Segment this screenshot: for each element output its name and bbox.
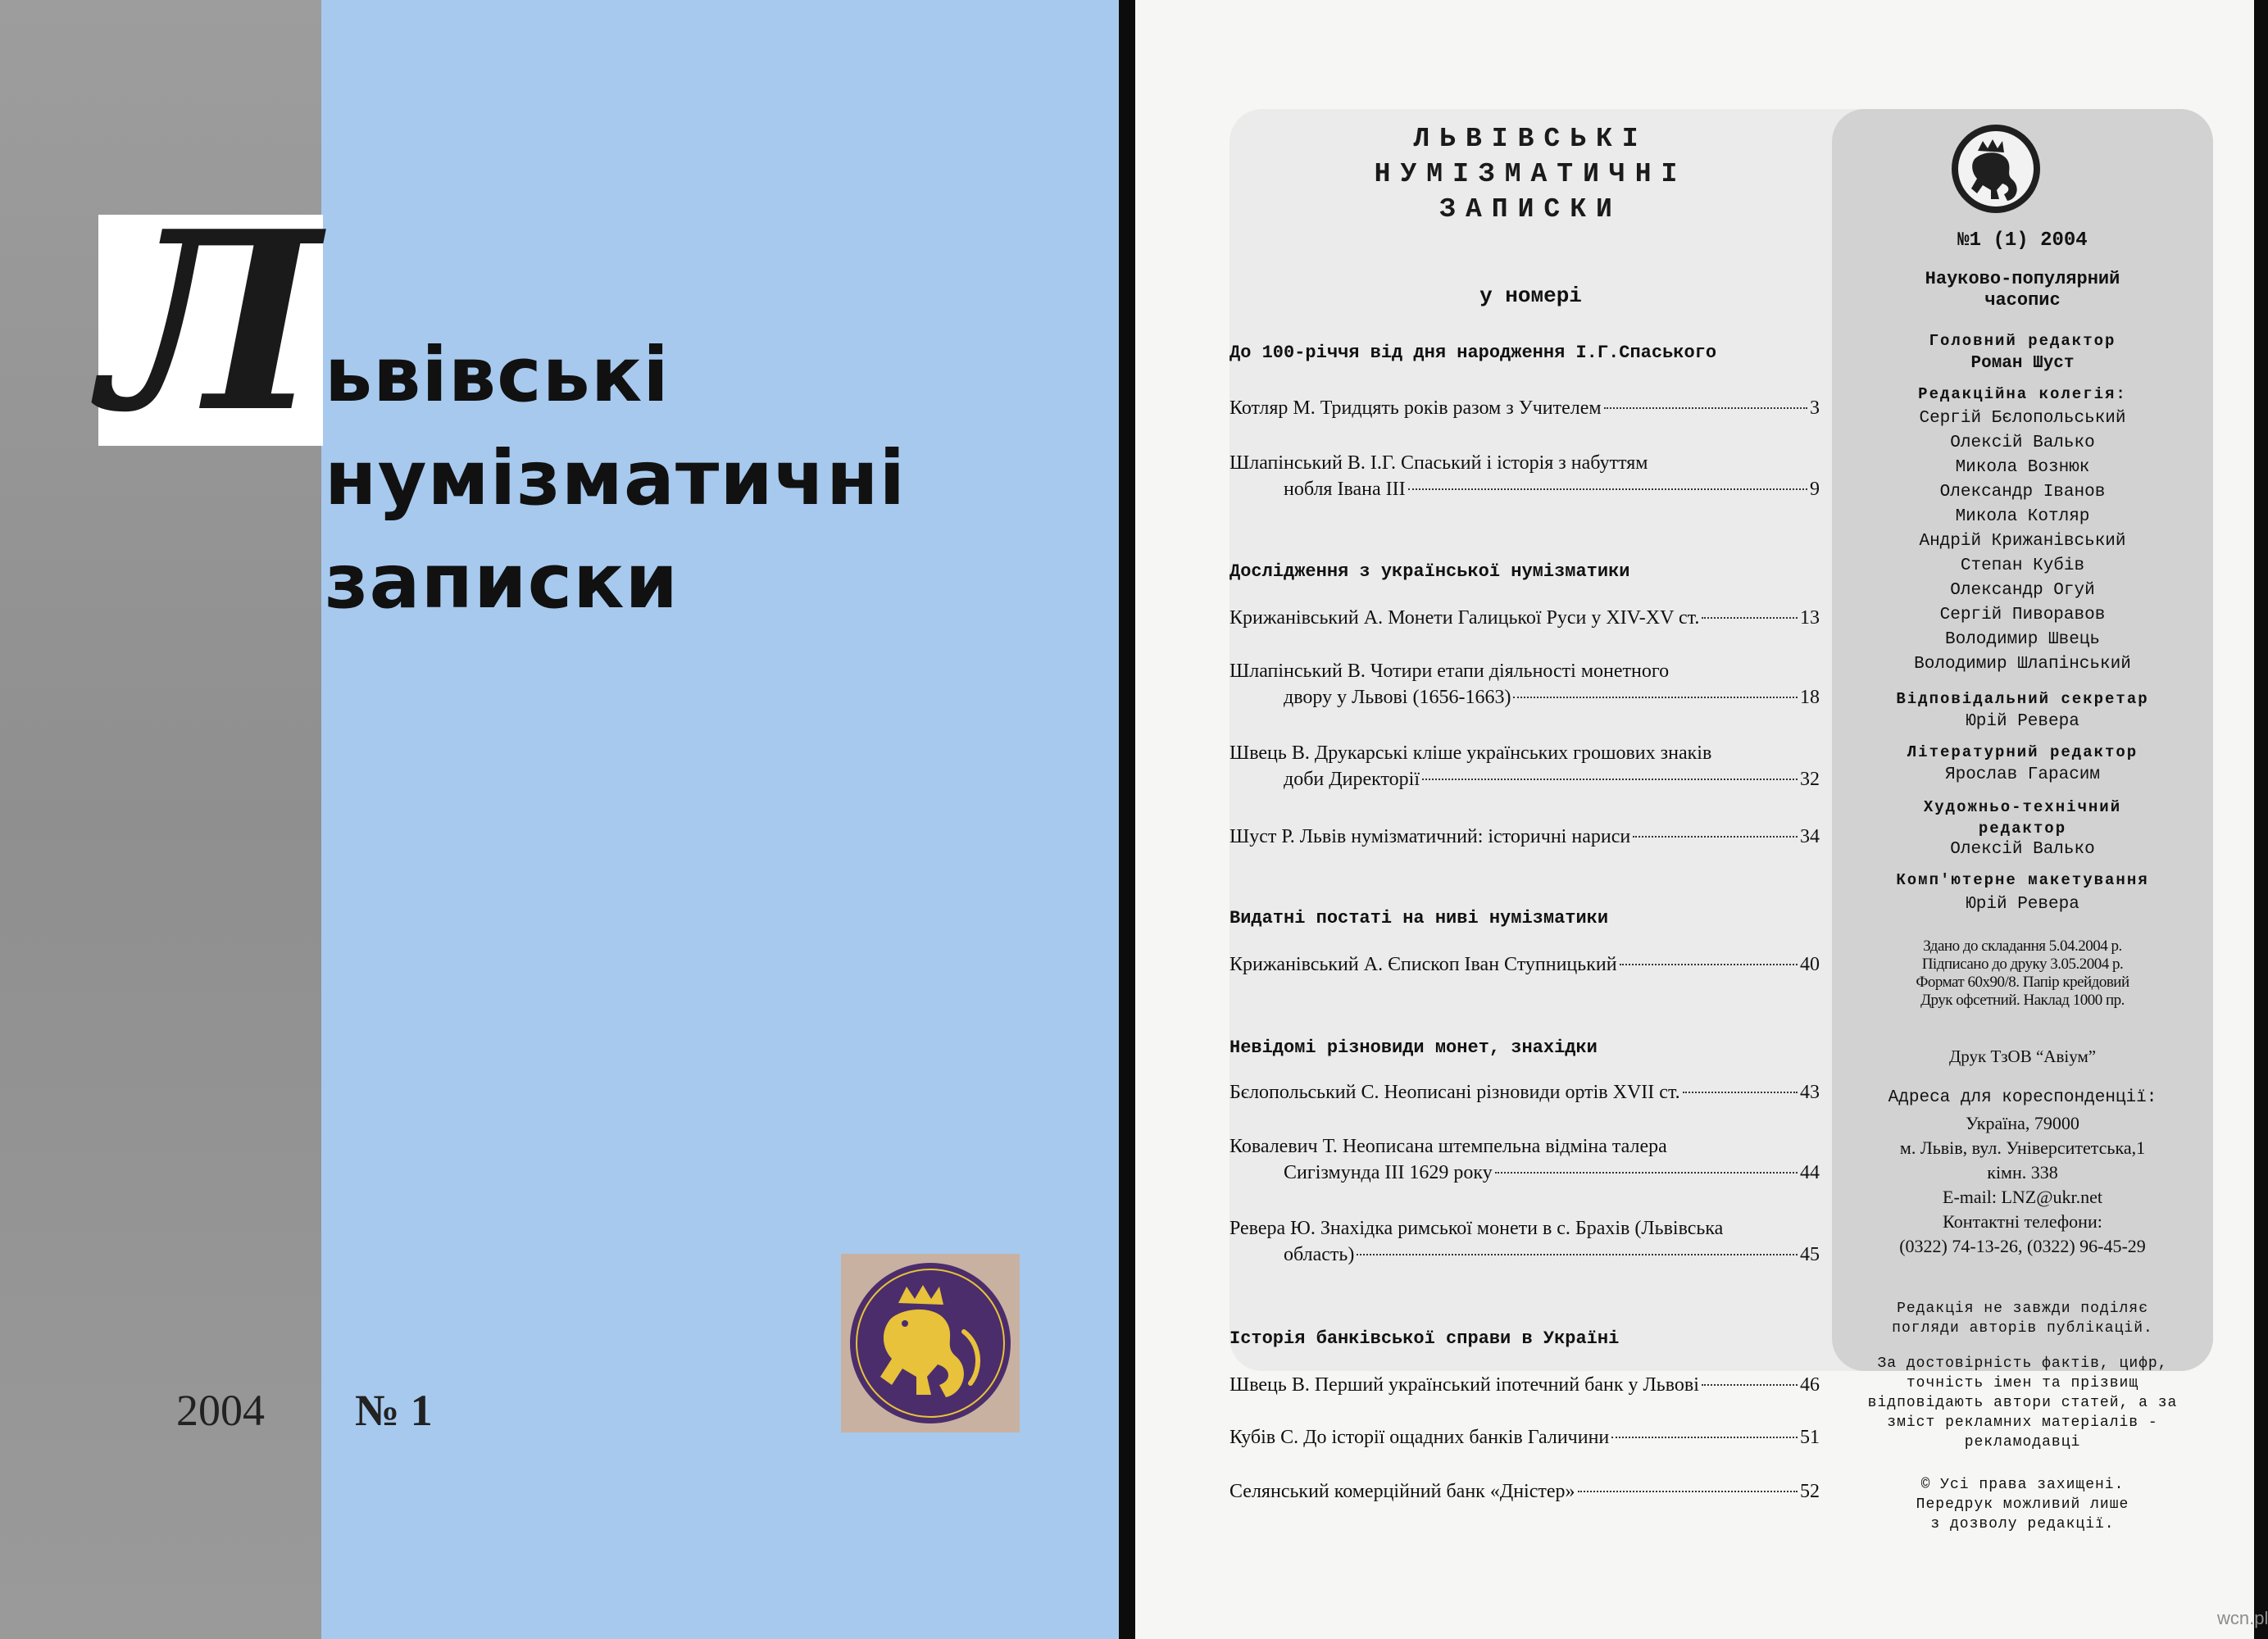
imprint-art: Олексій Валько <box>1950 840 2095 859</box>
print-detail-line: Здано до складання 5.04.2004 р. <box>1923 938 2122 955</box>
imprint-print-details <box>1832 938 2213 1010</box>
board-member: Олександр Огуй <box>1950 581 2095 600</box>
watermark: wcn.pl <box>2217 1608 2268 1628</box>
print-detail-line: Друк офсетний. Наклад 1000 пр. <box>1920 992 2125 1009</box>
toc-entry-text: Сигізмунда ІІІ 1629 року <box>1284 1162 1493 1183</box>
address-line: кімн. 338 <box>1987 1162 2058 1183</box>
imprint-chief-label: Головний редактор <box>1929 332 2116 350</box>
toc-page-number: 34 <box>1800 826 1820 847</box>
masthead-line: ЛЬВІВСЬКІ <box>1413 124 1648 154</box>
address-line: Україна, 79000 <box>1966 1113 2079 1133</box>
toc-page-number: 44 <box>1800 1162 1820 1183</box>
board-member: Сергій Бєлопольський <box>1919 409 2126 428</box>
toc-entry-text: Швець В. Друкарські кліше українських грошових знаків <box>1229 742 1712 764</box>
toc-entry-text: Котляр М. Тридцять років разом з Учителем <box>1229 397 1602 419</box>
board-member: Володимир Швець <box>1944 630 2101 649</box>
toc-page-number: 13 <box>1800 607 1820 629</box>
toc-page-number: 18 <box>1800 687 1820 708</box>
toc-entry[interactable] <box>1229 1372 1820 1398</box>
imprint-art-label <box>1832 797 2213 839</box>
toc-page-number: 51 <box>1800 1427 1820 1448</box>
imprint-type-line: часопис <box>1984 290 2061 311</box>
board-member: Володимир Шлапінський <box>1914 655 2131 674</box>
toc-entry-text: Ревера Ю. Знахідка римської монети в с. Брахів (Львівська <box>1229 1218 1724 1239</box>
board-member: Степан Кубів <box>1960 556 2085 575</box>
toc-entry[interactable] <box>1229 395 1820 421</box>
imprint-art-label-line: Художньо-технічний <box>1923 798 2122 816</box>
toc-entry[interactable] <box>1229 450 1820 502</box>
cover-title-line: записки <box>325 538 679 625</box>
masthead <box>1229 121 1832 227</box>
toc-section-title: Дослідження з української нумізматики <box>1229 561 1630 582</box>
masthead-line: НУМІЗМАТИЧНІ <box>1374 159 1688 189</box>
toc-entry-text: нобля Івана ІІІ <box>1284 479 1406 500</box>
toc-page-number: 52 <box>1800 1481 1820 1502</box>
imprint-address <box>1832 1111 2213 1259</box>
journal-cover <box>0 0 1119 1639</box>
toc-entry[interactable] <box>1229 1079 1820 1106</box>
imprint-note-responsibility <box>1832 1354 2213 1452</box>
cover-year: 2004 <box>176 1386 265 1435</box>
imprint-type <box>1832 269 2213 311</box>
toc-section-title: Видатні постаті на ниві нумізматики <box>1229 908 1609 928</box>
toc-section-title: Історія банківської справи в Україні <box>1229 1328 1620 1349</box>
toc-page-number: 45 <box>1800 1244 1820 1265</box>
cover-issue-number: № 1 <box>355 1386 433 1435</box>
imprint-board-label: Редакційна колегія: <box>1918 385 2127 403</box>
imprint-printer: Друк ТзОВ “Авіум” <box>1948 1047 2097 1066</box>
imprint-chief: Роман Шуст <box>1970 354 2075 373</box>
imprint-layout-label: Комп'ютерне макетування <box>1896 871 2149 889</box>
toc-section-title: Невідомі різновиди монет, знахідки <box>1229 1037 1598 1058</box>
imprint-lit: Ярослав Гарасим <box>1944 765 2101 784</box>
toc-entry-text: Шуст Р. Львів нумізматичний: історичні нариси <box>1229 826 1631 847</box>
masthead-line: ЗАПИСКИ <box>1439 194 1622 225</box>
imprint-issue: №1 (1) 2004 <box>1957 229 2088 252</box>
toc-entry[interactable] <box>1229 1424 1820 1451</box>
board-member: Микола Котляр <box>1955 507 2090 526</box>
cover-title-line: нумізматичні <box>325 434 907 522</box>
note-line: © Усі права захищені. <box>1920 1477 2125 1493</box>
toc-entry-text: Шлапінський В. Чотири етапи діяльності монетного <box>1229 661 1670 682</box>
toc-entry[interactable] <box>1229 824 1820 850</box>
print-detail-line: Формат 60x90/8. Папір крейдовий <box>1916 974 2129 991</box>
imprint-note-opinions <box>1832 1299 2213 1338</box>
toc-entry-text: Шлапінський В. І.Г. Спаський і історія з набуттям <box>1229 452 1648 474</box>
email-link[interactable]: E-mail: LNZ@ukr.net <box>1943 1187 2102 1207</box>
note-line: рекламодавці <box>1964 1434 2081 1451</box>
note-line: погляди авторів публікацій. <box>1892 1320 2153 1337</box>
toc-page-number: 43 <box>1800 1082 1820 1103</box>
board-member: Сергій Пиворавов <box>1939 606 2106 624</box>
toc-heading: у номері <box>1479 284 1582 308</box>
phone-numbers: (0322) 74-13-26, (0322) 96-45-29 <box>1899 1236 2146 1256</box>
toc-entry[interactable] <box>1229 740 1820 792</box>
toc-entry[interactable] <box>1229 658 1820 711</box>
imprint-secretary: Юрій Ревера <box>1966 712 2079 731</box>
cover-initial-box <box>98 177 323 466</box>
toc-entry-text: двору у Львові (1656-1663) <box>1284 687 1511 708</box>
board-member: Олександр Іванов <box>1939 483 2106 502</box>
toc-entry-text: Селянський комерційний банк «Дністер» <box>1229 1481 1575 1502</box>
toc-page-number: 32 <box>1800 769 1820 790</box>
board-member: Олексій Валько <box>1950 434 2095 452</box>
imprint-lit-label: Літературний редактор <box>1907 743 2138 761</box>
toc-page-number: 3 <box>1810 397 1820 419</box>
toc-page-number: 9 <box>1810 479 1820 500</box>
toc-entry[interactable] <box>1229 951 1820 978</box>
note-line: Редакція не завжди поділяє <box>1897 1301 2148 1317</box>
toc-entry[interactable] <box>1229 605 1820 631</box>
address-line: м. Львів, вул. Університетська,1 <box>1899 1137 2146 1158</box>
toc-page-number: 40 <box>1800 954 1820 975</box>
imprint-layout: Юрій Ревера <box>1966 895 2079 914</box>
imprint-art-label-line: редактор <box>1978 820 2067 838</box>
toc-entry-text: Крижанівський А. Єпископ Іван Ступницький <box>1229 954 1617 975</box>
note-line: з дозволу редакції. <box>1930 1516 2115 1532</box>
toc-entry-text: Крижанівський А. Монети Галицької Руси у XIV-XV ст. <box>1229 607 1700 629</box>
toc-entry[interactable] <box>1229 1133 1820 1186</box>
toc-entry[interactable] <box>1229 1478 1820 1505</box>
toc-page-number: 46 <box>1800 1374 1820 1396</box>
note-line: За достовірність фактів, цифр, <box>1877 1355 2168 1372</box>
toc-entry-text: Ковалевич Т. Неописана штемпельна відміна талера <box>1229 1136 1667 1157</box>
imprint-secretary-label: Відповідальний секретар <box>1896 690 2149 708</box>
imprint-board-list <box>1832 406 2213 677</box>
toc-entry-text: Швець В. Перший український іпотечний банк у Львові <box>1229 1374 1699 1396</box>
imprint-address-label: Адреса для кореспонденції: <box>1888 1088 2157 1107</box>
toc-entry[interactable] <box>1229 1215 1820 1268</box>
lion-emblem-icon <box>841 1254 1020 1432</box>
note-line: зміст рекламних матеріалів - <box>1887 1414 2158 1431</box>
address-line: Контактні телефони: <box>1943 1211 2102 1232</box>
lion-logo-icon <box>1950 123 2042 215</box>
toc-entry-text: Кубів С. До історії ощадних банків Галичини <box>1229 1427 1610 1448</box>
toc-entry-text: Бєлопольський С. Неописані різновиди ортів XVII ст. <box>1229 1082 1680 1103</box>
toc-entry-text: область) <box>1284 1244 1355 1265</box>
cover-title-line: ьвівські <box>325 331 670 419</box>
imprint-copyright <box>1832 1475 2213 1534</box>
note-line: точність імен та прізвищ <box>1906 1375 2139 1392</box>
imprint-type-line: Науково-популярний <box>1925 269 2120 289</box>
board-member: Андрій Крижанівський <box>1919 532 2126 551</box>
cover-lion-emblem <box>841 1254 1020 1432</box>
toc-section-title: До 100-річчя від дня народження І.Г.Спаського <box>1229 343 1717 363</box>
print-detail-line: Підписано до друку 3.05.2004 р. <box>1921 956 2124 973</box>
note-line: Передрук можливий лише <box>1916 1496 2129 1513</box>
cover-initial-letter: Л <box>102 177 320 466</box>
note-line: відповідають автори статей, а за <box>1867 1395 2178 1411</box>
toc-entry-text: доби Директорії <box>1284 769 1420 790</box>
board-member: Микола Вознюк <box>1955 458 2090 477</box>
